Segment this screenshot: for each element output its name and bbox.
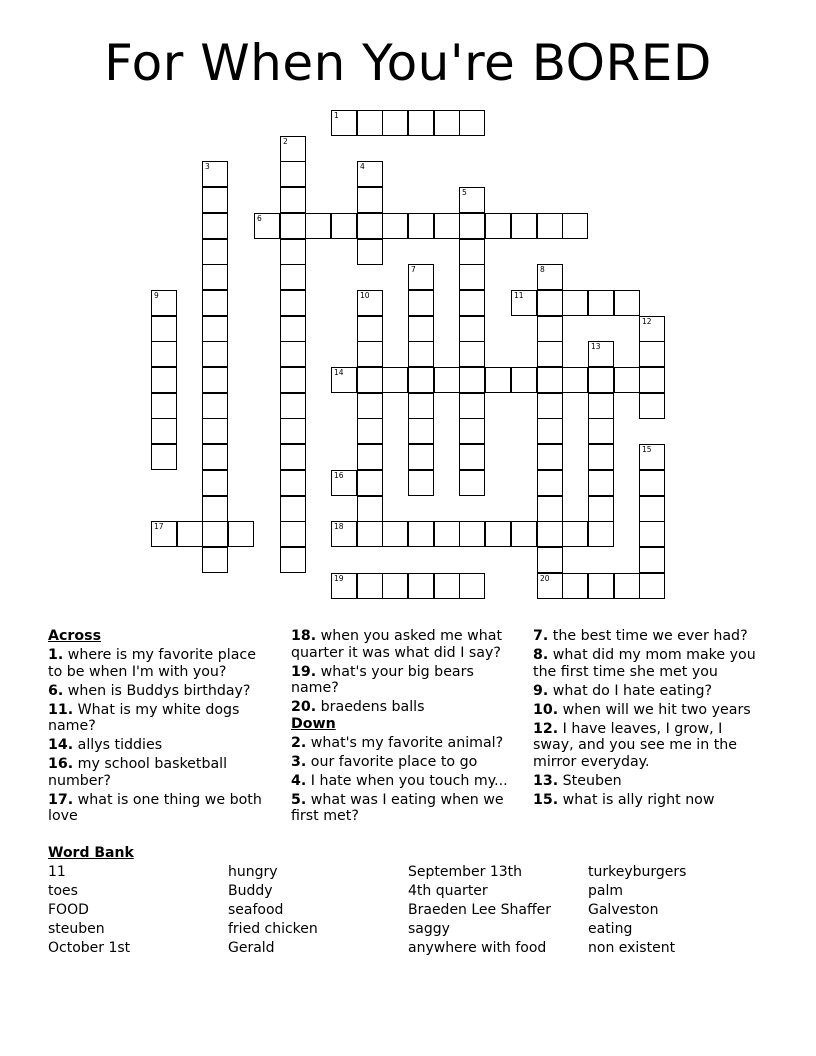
clue-number-label: 4.: [291, 772, 307, 789]
clue-number: 18: [334, 522, 344, 531]
grid-cell[interactable]: [280, 239, 306, 265]
grid-cell[interactable]: [588, 393, 614, 419]
grid-cell[interactable]: [202, 496, 228, 522]
grid-cell[interactable]: [588, 496, 614, 522]
clue-number: 17: [154, 522, 164, 531]
clue-text: the best time we ever had?: [552, 628, 748, 644]
word-bank-word: hungry: [228, 864, 278, 880]
clue-down-3: [291, 754, 519, 771]
grid-cell[interactable]: [639, 496, 665, 522]
clue-text: what's my favorite animal?: [310, 734, 504, 751]
grid-cell[interactable]: [639, 341, 665, 367]
grid-cell[interactable]: [588, 290, 614, 316]
clue-number-label: 2.: [291, 734, 307, 751]
clue-text: I have leaves, I grow, I sway, and you see me in the mirror everyday.: [533, 720, 738, 770]
grid-cell[interactable]: [202, 418, 228, 444]
grid-cell[interactable]: [202, 444, 228, 470]
clue-number: 10: [360, 291, 370, 300]
grid-cell[interactable]: [408, 521, 434, 547]
grid-cell[interactable]: [280, 547, 306, 573]
word-bank-word: non existent: [588, 940, 676, 956]
grid-cell[interactable]: [537, 367, 563, 393]
grid-cell[interactable]: [459, 264, 485, 290]
grid-cell[interactable]: [280, 213, 306, 239]
grid-cell[interactable]: [537, 290, 563, 316]
grid-cell[interactable]: [357, 521, 383, 547]
grid-cell[interactable]: [151, 521, 177, 547]
word-bank-word: October 1st: [48, 940, 131, 956]
grid-cell[interactable]: [639, 470, 665, 496]
grid-cell[interactable]: [485, 521, 511, 547]
clue-section-header: Across: [48, 628, 102, 644]
grid-cell[interactable]: [408, 290, 434, 316]
grid-cell[interactable]: [459, 290, 485, 316]
grid-cell[interactable]: [357, 367, 383, 393]
clue-down-8: [533, 647, 765, 680]
grid-cell[interactable]: [614, 367, 640, 393]
grid-cell[interactable]: [280, 136, 306, 162]
word-bank-word: 4th quarter: [408, 883, 488, 899]
clues-column-2: [291, 628, 519, 825]
grid-cell[interactable]: [228, 521, 254, 547]
grid-cell[interactable]: [537, 470, 563, 496]
clue-text: What is my white dogs name?: [48, 701, 240, 734]
grid-cell[interactable]: [382, 110, 408, 136]
clue-down-12: [533, 721, 765, 771]
grid-cell[interactable]: [331, 110, 357, 136]
clue-text: where is my favorite place to be when I'm with you?: [48, 647, 256, 680]
clue-number: 20: [540, 574, 550, 583]
clue-down-10: [533, 702, 765, 719]
word-bank-word: FOOD: [48, 902, 89, 918]
grid-cell[interactable]: [202, 290, 228, 316]
clue-down-15: [533, 792, 765, 809]
grid-cell[interactable]: [434, 367, 460, 393]
grid-cell[interactable]: [537, 418, 563, 444]
grid-cell[interactable]: [639, 393, 665, 419]
grid-cell[interactable]: [459, 239, 485, 265]
grid-cell[interactable]: [537, 316, 563, 342]
grid-cell[interactable]: [459, 316, 485, 342]
grid-cell[interactable]: [202, 547, 228, 573]
clue-number: 9: [154, 291, 159, 300]
clue-text: what is one thing we both love: [48, 791, 262, 824]
grid-cell[interactable]: [202, 264, 228, 290]
clue-number: 1: [334, 111, 339, 120]
grid-cell[interactable]: [459, 341, 485, 367]
clues-column-3: [533, 628, 765, 808]
clue-number-label: 19.: [291, 663, 317, 680]
clue-down-7: [533, 628, 765, 645]
grid-cell[interactable]: [408, 444, 434, 470]
clue-across-16: [48, 756, 274, 789]
grid-cell[interactable]: [459, 393, 485, 419]
grid-cell[interactable]: [408, 470, 434, 496]
clue-number-label: 15.: [533, 791, 559, 808]
grid-cell[interactable]: [588, 367, 614, 393]
grid-cell[interactable]: [382, 213, 408, 239]
grid-cell[interactable]: [280, 521, 306, 547]
grid-cell[interactable]: [331, 573, 357, 599]
grid-cell[interactable]: [588, 341, 614, 367]
grid-cell[interactable]: [588, 573, 614, 599]
grid-cell[interactable]: [202, 367, 228, 393]
clue-text: when will we hit two years: [562, 701, 751, 718]
grid-cell[interactable]: [151, 367, 177, 393]
clue-down-2: [291, 735, 519, 752]
clue-number: 2: [283, 137, 288, 146]
grid-cell[interactable]: [202, 239, 228, 265]
clue-across-18: [291, 628, 519, 661]
grid-cell[interactable]: [537, 393, 563, 419]
grid-cell[interactable]: [202, 161, 228, 187]
clue-number-label: 16.: [48, 756, 74, 772]
grid-cell[interactable]: [357, 316, 383, 342]
word-bank-word: toes: [48, 883, 78, 899]
grid-cell[interactable]: [280, 418, 306, 444]
clue-text: when you asked me what quarter it was what did I say?: [291, 628, 503, 661]
clue-text: my school basketball number?: [48, 756, 228, 789]
clue-number-label: 12.: [533, 720, 559, 737]
clue-text: what was I eating when we first met?: [291, 791, 504, 824]
grid-cell[interactable]: [151, 393, 177, 419]
clue-number: 5: [462, 188, 467, 197]
grid-cell[interactable]: [408, 393, 434, 419]
grid-cell[interactable]: [202, 316, 228, 342]
grid-cell[interactable]: [459, 187, 485, 213]
word-bank-word: September 13th: [408, 864, 523, 880]
clue-across-19: [291, 664, 519, 697]
clue-number: 11: [514, 291, 524, 300]
word-bank-word: Braeden Lee Shaffer: [408, 902, 551, 918]
grid-cell[interactable]: [280, 341, 306, 367]
grid-cell[interactable]: [434, 110, 460, 136]
grid-cell[interactable]: [459, 367, 485, 393]
grid-cell[interactable]: [357, 393, 383, 419]
grid-cell[interactable]: [202, 213, 228, 239]
clue-number-label: 3.: [291, 753, 307, 770]
grid-cell[interactable]: [562, 521, 588, 547]
grid-cell[interactable]: [459, 444, 485, 470]
grid-cell[interactable]: [639, 547, 665, 573]
puzzle-title: For When You're BORED: [104, 34, 712, 92]
clue-down-9: [533, 683, 765, 700]
grid-cell[interactable]: [280, 393, 306, 419]
grid-cell[interactable]: [357, 239, 383, 265]
clue-number-label: 18.: [291, 628, 317, 644]
grid-cell[interactable]: [537, 444, 563, 470]
grid-cell[interactable]: [357, 418, 383, 444]
clue-text: our favorite place to go: [310, 753, 478, 770]
grid-cell[interactable]: [357, 187, 383, 213]
grid-cell[interactable]: [151, 444, 177, 470]
grid-cell[interactable]: [588, 418, 614, 444]
grid-cell[interactable]: [331, 470, 357, 496]
grid-cell[interactable]: [639, 444, 665, 470]
grid-cell[interactable]: [408, 573, 434, 599]
grid-cell[interactable]: [357, 341, 383, 367]
grid-cell[interactable]: [280, 367, 306, 393]
grid-cell[interactable]: [151, 290, 177, 316]
clue-text: I hate when you touch my...: [310, 772, 508, 789]
grid-cell[interactable]: [382, 367, 408, 393]
clue-text: Steuben: [562, 772, 622, 789]
clue-number-label: 20.: [291, 699, 317, 715]
clue-number: 7: [411, 265, 416, 274]
clue-number-label: 6.: [48, 682, 64, 699]
grid-cell[interactable]: [357, 161, 383, 187]
grid-cell[interactable]: [537, 547, 563, 573]
grid-cell[interactable]: [408, 367, 434, 393]
clue-number-label: 9.: [533, 682, 549, 699]
clue-down-5: [291, 792, 519, 825]
word-bank-word: 11: [48, 864, 66, 880]
clue-number: 6: [257, 214, 262, 223]
grid-cell[interactable]: [357, 470, 383, 496]
grid-cell[interactable]: [588, 444, 614, 470]
clue-number: 4: [360, 162, 365, 171]
clue-number: 12: [642, 317, 652, 326]
grid-cell[interactable]: [408, 110, 434, 136]
grid-cell[interactable]: [280, 470, 306, 496]
grid-cell[interactable]: [614, 573, 640, 599]
clue-number-label: 13.: [533, 772, 559, 789]
grid-cell[interactable]: [280, 290, 306, 316]
grid-cell[interactable]: [639, 573, 665, 599]
grid-cell[interactable]: [511, 367, 537, 393]
clue-number: 15: [642, 445, 652, 454]
word-bank-title: Word Bank: [48, 845, 134, 861]
grid-cell[interactable]: [202, 341, 228, 367]
clue-text: what's your big bears name?: [291, 663, 474, 696]
clue-number-label: 14.: [48, 737, 74, 753]
grid-cell[interactable]: [357, 496, 383, 522]
grid-cell[interactable]: [408, 213, 434, 239]
grid-cell[interactable]: [202, 470, 228, 496]
grid-cell[interactable]: [434, 573, 460, 599]
clue-number-label: 7.: [533, 628, 549, 644]
grid-cell[interactable]: [331, 521, 357, 547]
grid-cell[interactable]: [151, 341, 177, 367]
clue-number-label: 17.: [48, 791, 74, 808]
grid-cell[interactable]: [639, 521, 665, 547]
grid-cell[interactable]: [537, 213, 563, 239]
grid-cell[interactable]: [202, 187, 228, 213]
clue-text: allys tiddies: [77, 737, 163, 753]
clue-down-13: [533, 773, 765, 790]
grid-cell[interactable]: [331, 367, 357, 393]
clue-number: 14: [334, 368, 344, 377]
clue-number-label: 11.: [48, 701, 74, 718]
grid-cell[interactable]: [177, 521, 203, 547]
grid-cell[interactable]: [280, 161, 306, 187]
clue-text: braedens balls: [320, 699, 425, 715]
grid-cell[interactable]: [280, 264, 306, 290]
clue-number-label: 10.: [533, 701, 559, 718]
grid-cell[interactable]: [434, 521, 460, 547]
word-bank-word: seafood: [228, 902, 284, 918]
clue-across-20: [291, 699, 519, 716]
grid-cell[interactable]: [639, 316, 665, 342]
clue-text: what is ally right now: [562, 791, 715, 808]
grid-cell[interactable]: [151, 418, 177, 444]
grid-cell[interactable]: [382, 521, 408, 547]
word-bank-word: saggy: [408, 921, 450, 937]
clue-text: what did my mom make you the first time she met you: [533, 647, 756, 680]
grid-cell[interactable]: [639, 367, 665, 393]
grid-cell[interactable]: [459, 521, 485, 547]
grid-cell[interactable]: [357, 213, 383, 239]
word-bank-word: fried chicken: [228, 921, 318, 937]
clue-number: 13: [591, 342, 601, 351]
grid-cell[interactable]: [202, 521, 228, 547]
grid-cell[interactable]: [357, 110, 383, 136]
word-bank-word: turkeyburgers: [588, 864, 687, 880]
grid-cell[interactable]: [537, 521, 563, 547]
word-bank-word: Buddy: [228, 883, 273, 899]
grid-cell[interactable]: [382, 573, 408, 599]
grid-cell[interactable]: [357, 444, 383, 470]
clue-text: what do I hate eating?: [552, 682, 712, 699]
grid-cell[interactable]: [305, 213, 331, 239]
grid-cell[interactable]: [408, 316, 434, 342]
clue-across-11: [48, 702, 274, 735]
grid-cell[interactable]: [202, 393, 228, 419]
grid-cell[interactable]: [562, 290, 588, 316]
clue-across-1: [48, 647, 274, 680]
clue-across-14: [48, 737, 274, 754]
clue-number: 19: [334, 574, 344, 583]
grid-cell[interactable]: [280, 316, 306, 342]
grid-cell[interactable]: [280, 444, 306, 470]
grid-cell[interactable]: [280, 496, 306, 522]
word-bank-word: eating: [588, 921, 633, 937]
grid-cell[interactable]: [459, 418, 485, 444]
grid-cell[interactable]: [562, 213, 588, 239]
grid-cell[interactable]: [511, 290, 537, 316]
grid-cell[interactable]: [459, 110, 485, 136]
grid-cell[interactable]: [254, 213, 280, 239]
grid-cell[interactable]: [408, 264, 434, 290]
word-bank-word: Galveston: [588, 902, 659, 918]
grid-cell[interactable]: [588, 521, 614, 547]
grid-cell[interactable]: [357, 573, 383, 599]
grid-cell[interactable]: [537, 573, 563, 599]
clue-across-6: [48, 683, 274, 700]
grid-cell[interactable]: [151, 316, 177, 342]
clue-down-4: [291, 773, 519, 790]
grid-cell[interactable]: [537, 264, 563, 290]
word-bank-word: steuben: [48, 921, 105, 937]
grid-cell[interactable]: [485, 367, 511, 393]
grid-cell[interactable]: [537, 496, 563, 522]
clue-number: 8: [540, 265, 545, 274]
word-bank-word: palm: [588, 883, 623, 899]
grid-cell[interactable]: [588, 470, 614, 496]
grid-cell[interactable]: [511, 521, 537, 547]
clue-number-label: 8.: [533, 647, 549, 663]
grid-cell[interactable]: [357, 290, 383, 316]
grid-cell[interactable]: [537, 341, 563, 367]
grid-cell[interactable]: [408, 341, 434, 367]
grid-cell[interactable]: [434, 213, 460, 239]
word-bank-word: Gerald: [228, 940, 275, 956]
clues-column-1: [48, 628, 274, 825]
grid-cell[interactable]: [408, 418, 434, 444]
clue-across-17: [48, 792, 274, 825]
clue-section-header: Down: [291, 715, 336, 732]
grid-cell[interactable]: [511, 213, 537, 239]
grid-cell[interactable]: [459, 213, 485, 239]
grid-cell[interactable]: [562, 367, 588, 393]
grid-cell[interactable]: [280, 187, 306, 213]
clue-number: 3: [205, 162, 210, 171]
word-bank-word: anywhere with food: [408, 940, 547, 956]
clue-text: when is Buddys birthday?: [67, 682, 251, 699]
grid-cell[interactable]: [562, 573, 588, 599]
clue-number-label: 5.: [291, 791, 307, 808]
clue-number-label: 1.: [48, 647, 64, 663]
grid-cell[interactable]: [459, 470, 485, 496]
grid-cell[interactable]: [485, 213, 511, 239]
grid-cell[interactable]: [614, 290, 640, 316]
grid-cell[interactable]: [331, 213, 357, 239]
grid-cell[interactable]: [459, 573, 485, 599]
clue-number: 16: [334, 471, 344, 480]
